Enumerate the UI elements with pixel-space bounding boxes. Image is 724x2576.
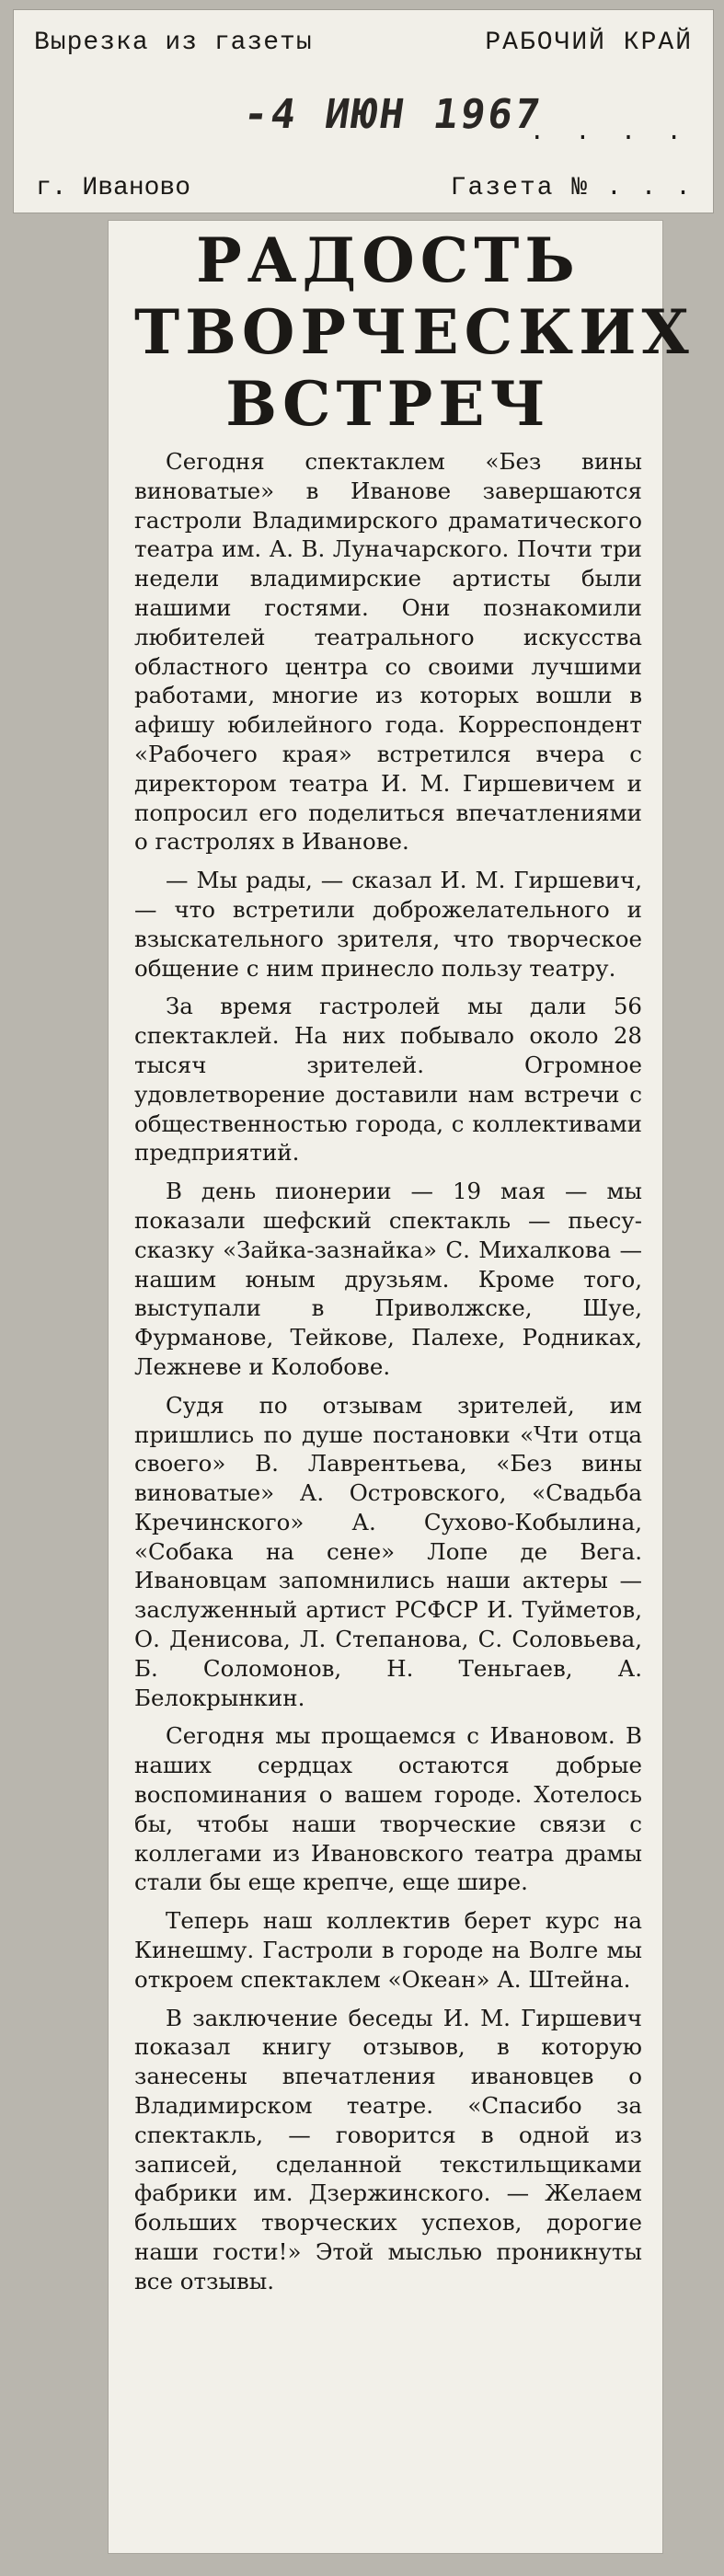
headline-line: РАДОСТЬ: [196, 224, 580, 296]
clipping-header-card: [13, 9, 714, 213]
article-paragraph: В заключение беседы И. М. Гиршевич показал книгу отзывов, в которую занесены впечатления ивановцев о Владимирском театре. «Спасибо за спектакль, — говорится в одной из записей, сделанной текстильщиками фабрики им. Дзержинского. — Желаем больших творческих успехов, дорогие наши гости!» Этой мыслью проникнуты все отзывы.: [134, 2004, 642, 2294]
article-paragraph: Сегодня спектаклем «Без вины виноватые» в Иванове завершаются гастроли Владимирского драматического театра им. А. В. Луначарского. Почти три недели владимирские артисты были нашими гостями. Они познакомили любителей театрального искусства областного центра со своими лучшими работами, многие из которых вошли в афишу юбилейного года. Корреспондент «Рабочего края» встретился вчера с директором театра И. М. Гиршевичем и попросил его поделиться впечатлениями о гастролях в Иванове.: [134, 448, 642, 856]
headline-line: ВСТРЕЧ: [225, 368, 551, 440]
source-label: Вырезка из газеты: [34, 29, 313, 57]
article-paragraph: Теперь наш коллектив берет курс на Кинешму. Гастроли в городе на Волге мы откроем спектаклем «Океан» А. Штейна.: [134, 1907, 642, 1993]
date-dots: . . . .: [529, 119, 689, 147]
newspaper-clipping: [109, 221, 695, 2553]
article-paragraph: В день пионерии — 19 мая — мы показали шефский спектакль — пьесу-сказку «Зайка-зазнайка» С. Михалкова — нашим юным друзьям. Кроме того, выступали в Приволжске, Шуе, Фурманове, Тейкове, Палехе, Родниках, Лежневе и Колобове.: [134, 1178, 642, 1380]
headline: [134, 224, 695, 440]
issue-number-label: Газета № . . .: [450, 174, 693, 202]
date-stamp: -4 ИЮН 1967: [240, 91, 546, 138]
article-paragraph: Сегодня мы прощаемся с Ивановом. В наших сердцах остаются добрые воспоминания о вашем городе. Хотелось бы, чтобы наши творческие связи с коллегами из Ивановского театра драмы стали бы еще крепче, еще шире.: [134, 1722, 642, 1896]
article-paragraph: Судя по отзывам зрителей, им пришлись по душе постановки «Чти отца своего» В. Лаврентьева, «Без вины виноватые» А. Островского, «Свадьба Кречинского» А. Сухово-Кобылина, «Собака на сене» Лопе де Вега. Ивановцам запомнились наши актеры — заслуженный артист РСФСР И. Туйметов, О. Денисова, Л. Степанова, С. Соловьева, Б. Соломонов, Н. Теньгаев, А. Белокрынкин.: [134, 1391, 642, 1711]
article-paragraph: — Мы рады, — сказал И. М. Гиршевич, — что встретили доброжелательного и взыскательного зрителя, что творческое общение с ним принесло пользу театру.: [134, 867, 642, 982]
article-body: [134, 447, 642, 2296]
article-paragraph: За время гастролей мы дали 56 спектаклей. На них побывало около 28 тысяч зрителей. Огромное удовлетворение доставили нам встречи с общественностью города, с коллективами предприятий.: [134, 993, 642, 1167]
headline-line: ТВОРЧЕСКИХ: [134, 296, 695, 368]
newspaper-name: РАБОЧИЙ КРАЙ: [485, 29, 693, 57]
city-label: г. Иваново: [36, 174, 191, 202]
